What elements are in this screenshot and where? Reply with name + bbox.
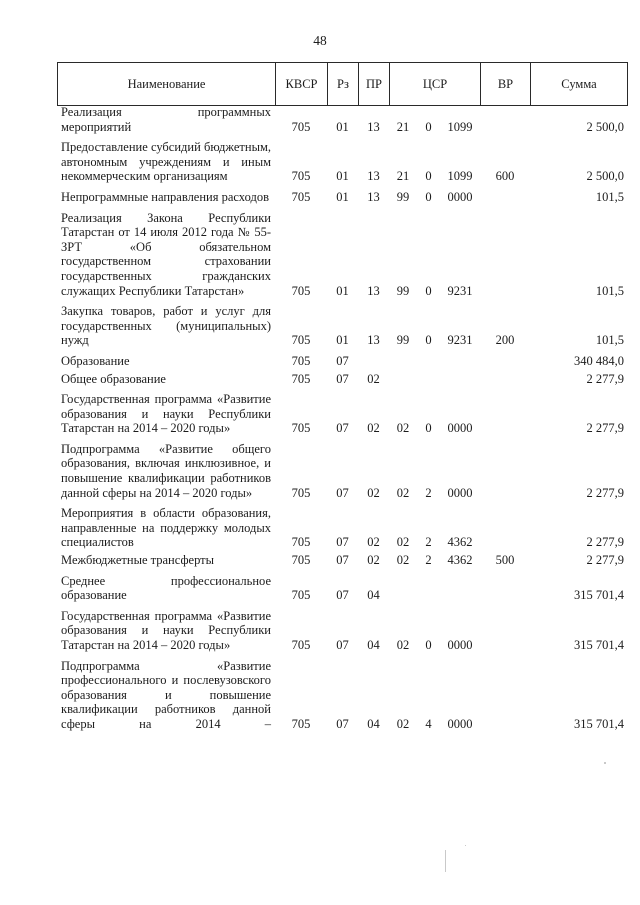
row-csr-direction: 0000 (447, 638, 473, 652)
row-pr: 13 (367, 333, 380, 348)
header-sum: Сумма (531, 63, 628, 106)
row-csr-subprogram (417, 568, 440, 603)
table-row (57, 134, 627, 184)
row-sum: 101,5 (595, 333, 624, 348)
row-csr-subprogram: 0 (425, 638, 432, 652)
row-rz: 07 (336, 716, 349, 731)
row-rz: 01 (336, 333, 349, 348)
row-name: Общее образование (61, 371, 166, 386)
row-csr-subprogram: 0 (425, 283, 432, 298)
table-row (57, 369, 627, 387)
row-csr-direction: 9231 (447, 333, 473, 348)
row-csr-direction: 1099 (447, 169, 473, 184)
row-vr (480, 348, 530, 369)
table-row (57, 550, 627, 568)
row-pr: 13 (367, 283, 380, 298)
row-rz: 01 (336, 119, 349, 134)
row-kvsr: 705 (291, 553, 311, 568)
table-row (57, 603, 627, 653)
row-pr: 13 (367, 189, 380, 204)
header-rz: Рз (328, 63, 359, 106)
row-kvsr: 705 (291, 371, 311, 386)
row-csr-direction: 0000 (447, 716, 473, 731)
table-row (57, 105, 627, 134)
row-name: Государственная программа «Развитие образования и науки Республики Татарстан на 2014 – 2020 годы» (61, 392, 271, 436)
row-kvsr: 705 (291, 353, 311, 368)
table-row (57, 500, 627, 550)
row-pr: 13 (367, 119, 380, 134)
scan-speck (465, 845, 466, 846)
row-csr-program: 99 (396, 283, 410, 298)
row-pr: 02 (367, 371, 380, 386)
row-rz: 07 (336, 638, 349, 652)
row-kvsr: 705 (291, 588, 311, 603)
table-row (57, 184, 627, 205)
table-row (57, 653, 627, 732)
row-csr-program: 21 (396, 119, 410, 134)
row-sum: 101,5 (595, 189, 624, 204)
row-kvsr: 705 (291, 421, 311, 436)
row-rz: 07 (336, 485, 349, 500)
row-kvsr: 705 (291, 189, 311, 204)
row-name: Мероприятия в области образования, направленные на поддержку молодых специалистов (61, 506, 271, 550)
row-vr (480, 653, 530, 732)
row-csr-direction: 0000 (447, 189, 473, 204)
row-csr-direction: 4362 (447, 535, 473, 550)
row-rz: 01 (336, 283, 349, 298)
header-csr: ЦСР (390, 63, 481, 106)
row-name: Подпрограмма «Развитие профессионального и послевузовского образования и повышение квалификации работников данной сферы на 2014 – (61, 658, 271, 731)
row-csr-program: 21 (396, 169, 410, 184)
row-name: Среднее профессиональное образование (61, 573, 271, 603)
row-pr: 04 (367, 588, 380, 603)
row-csr-program (389, 568, 417, 603)
row-csr-direction: 9231 (447, 283, 473, 298)
row-csr-subprogram: 0 (425, 189, 432, 204)
row-vr (480, 603, 530, 653)
scan-speck (604, 762, 606, 764)
row-csr-direction: 4362 (447, 553, 473, 568)
row-name: Межбюджетные трансферты (61, 553, 215, 568)
row-sum: 101,5 (595, 283, 624, 298)
row-pr: 02 (367, 485, 380, 500)
row-pr: 04 (367, 638, 380, 652)
row-csr-subprogram: 4 (425, 716, 432, 731)
scan-speck (445, 850, 446, 872)
row-vr (480, 500, 530, 550)
row-sum: 2 277,9 (586, 535, 624, 550)
row-pr (358, 348, 389, 369)
row-csr-program: 02 (396, 485, 410, 500)
budget-table (57, 105, 627, 732)
table-row (57, 568, 627, 603)
row-rz: 07 (336, 371, 349, 386)
row-vr (480, 105, 530, 134)
row-csr-direction (440, 348, 480, 369)
row-name: Реализация программных мероприятий (61, 105, 271, 134)
table-row (57, 386, 627, 436)
header-kvsr: КВСР (276, 63, 328, 106)
table-header (57, 62, 628, 106)
row-name: Образование (61, 353, 130, 368)
row-kvsr: 705 (291, 716, 311, 731)
row-kvsr: 705 (291, 169, 311, 184)
row-sum: 315 701,4 (574, 638, 624, 652)
row-csr-program: 99 (396, 189, 410, 204)
row-sum: 315 701,4 (574, 588, 624, 603)
row-kvsr: 705 (291, 638, 311, 652)
table-row (57, 205, 627, 299)
row-csr-direction (440, 568, 480, 603)
row-rz: 01 (336, 189, 349, 204)
row-pr: 02 (367, 535, 380, 550)
row-kvsr: 705 (291, 535, 311, 550)
row-csr-program: 02 (396, 535, 410, 550)
table-row (57, 436, 627, 500)
row-rz: 07 (336, 421, 349, 436)
row-sum: 2 500,0 (586, 119, 624, 134)
row-csr-direction: 1099 (447, 119, 473, 134)
row-kvsr: 705 (291, 485, 311, 500)
row-sum: 2 277,9 (586, 553, 624, 568)
row-vr (480, 436, 530, 500)
row-kvsr: 705 (291, 283, 311, 298)
row-vr: 200 (495, 333, 515, 348)
row-pr: 02 (367, 553, 380, 568)
row-name: Подпрограмма «Развитие общего образования, включая инклюзивное, и повышение квалификации работников данной сферы на 2014 – 2020 годы» (61, 441, 271, 500)
row-name: Реализация Закона Республики Татарстан от 14 июля 2012 года № 55-ЗРТ «Об обязательном государственном страховании государственных гражданских служащих Республики Татарстан» (61, 210, 271, 298)
row-sum: 2 277,9 (586, 421, 624, 436)
row-kvsr: 705 (291, 119, 311, 134)
row-sum: 2 277,9 (586, 485, 624, 500)
row-csr-subprogram: 0 (425, 169, 432, 184)
row-vr (480, 386, 530, 436)
row-csr-program (389, 348, 417, 369)
row-rz: 07 (336, 588, 349, 603)
row-name: Предоставление субсидий бюджетным, автономным учреждениям и иным некоммерческим организациям (61, 140, 271, 184)
row-kvsr: 705 (291, 333, 311, 348)
row-pr: 13 (367, 169, 380, 184)
header-vr: ВР (481, 63, 531, 106)
row-name: Закупка товаров, работ и услуг для государственных (муниципальных) нужд (61, 304, 271, 348)
row-csr-program: 99 (396, 333, 410, 348)
row-rz: 07 (336, 553, 349, 568)
row-csr-program: 02 (396, 421, 410, 436)
row-csr-subprogram (417, 369, 440, 387)
row-rz: 07 (336, 535, 349, 550)
row-vr (480, 205, 530, 299)
row-vr (480, 184, 530, 205)
row-csr-direction (440, 369, 480, 387)
row-csr-subprogram: 0 (425, 119, 432, 134)
row-csr-direction: 0000 (447, 485, 473, 500)
row-pr: 04 (367, 716, 380, 731)
table-row (57, 298, 627, 348)
row-sum: 2 500,0 (586, 169, 624, 184)
row-vr: 600 (495, 169, 515, 184)
page-number: 48 (313, 33, 327, 48)
row-csr-program: 02 (396, 638, 410, 652)
row-csr-subprogram (417, 348, 440, 369)
row-name: Непрограммные направления расходов (61, 189, 269, 204)
row-pr: 02 (367, 421, 380, 436)
row-vr: 500 (495, 553, 515, 568)
header-pr: ПР (359, 63, 390, 106)
row-csr-subprogram: 2 (425, 535, 432, 550)
row-vr (480, 369, 530, 387)
row-csr-subprogram: 0 (425, 333, 432, 348)
row-csr-program (389, 369, 417, 387)
row-csr-subprogram: 2 (425, 553, 432, 568)
row-name: Государственная программа «Развитие образования и науки Республики Татарстан на 2014 – 2020 годы» (61, 608, 271, 652)
table-row (57, 348, 627, 369)
row-rz: 07 (336, 353, 349, 368)
row-sum: 315 701,4 (574, 716, 624, 731)
row-csr-subprogram: 0 (425, 421, 432, 436)
row-csr-direction: 0000 (447, 421, 473, 436)
row-sum: 2 277,9 (586, 371, 624, 386)
row-vr (480, 568, 530, 603)
row-csr-program: 02 (396, 716, 410, 731)
row-rz: 01 (336, 169, 349, 184)
header-name: Наименование (58, 63, 276, 106)
row-csr-subprogram: 2 (425, 485, 432, 500)
row-sum: 340 484,0 (574, 353, 624, 368)
row-csr-program: 02 (396, 553, 410, 568)
